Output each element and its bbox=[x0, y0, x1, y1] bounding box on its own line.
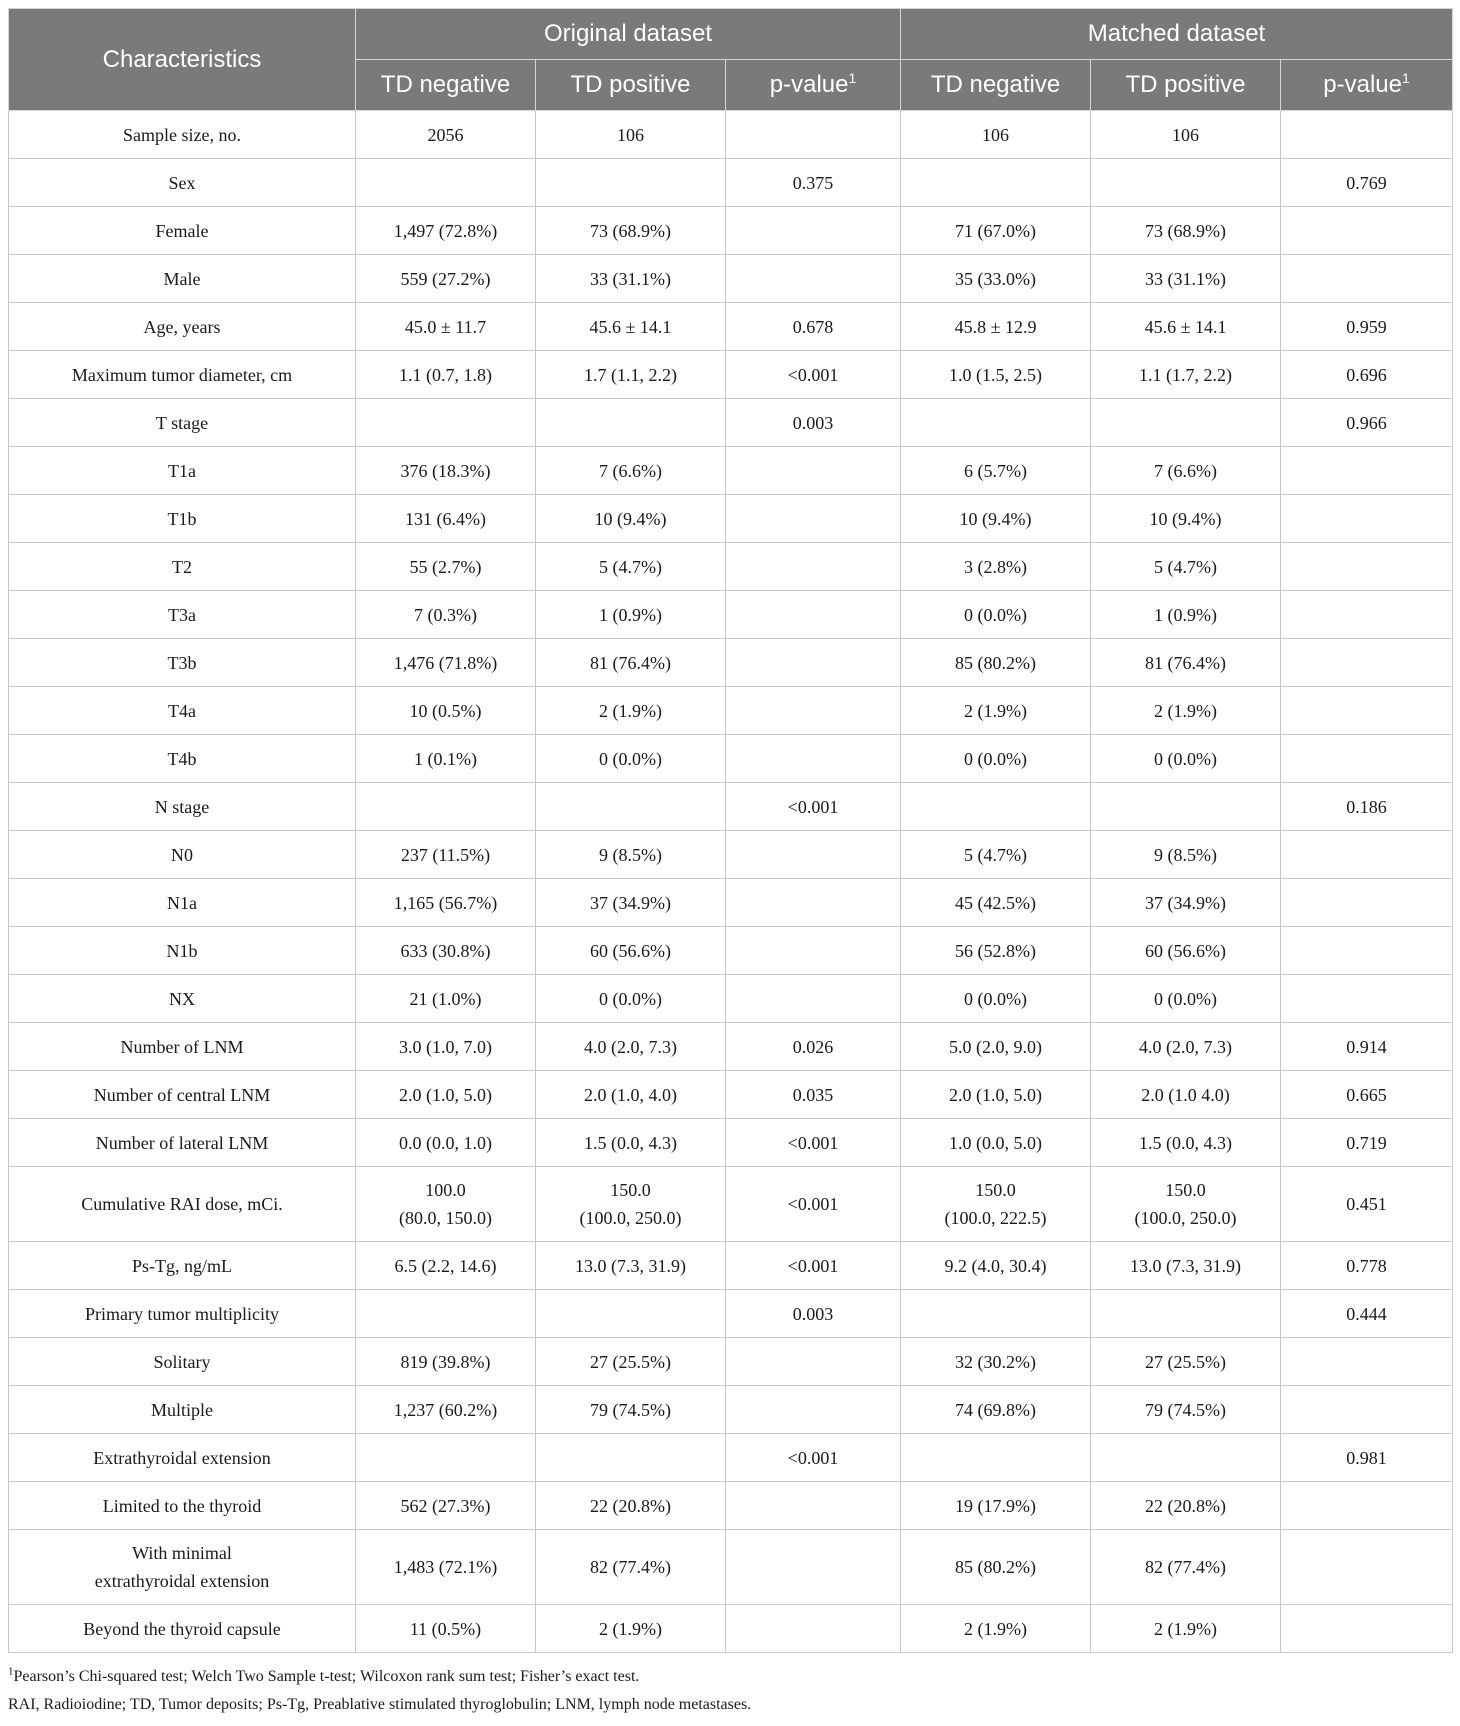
cell-matched-td-negative: 5.0 (2.0, 9.0) bbox=[901, 1023, 1091, 1071]
cell-matched-td-positive: 33 (31.1%) bbox=[1091, 255, 1281, 303]
cell-matched-td-negative: 106 bbox=[901, 111, 1091, 159]
cell-original-td-negative bbox=[356, 399, 536, 447]
table-row bbox=[9, 1242, 1453, 1290]
cell-original-td-positive: 0 (0.0%) bbox=[536, 735, 726, 783]
header-original-td-positive: TD positive bbox=[536, 60, 726, 111]
cell-original-td-negative: 2.0 (1.0, 5.0) bbox=[356, 1071, 536, 1119]
cell-original-td-negative: 1,237 (60.2%) bbox=[356, 1386, 536, 1434]
cell-matched-td-positive: 150.0 (100.0, 250.0) bbox=[1091, 1167, 1281, 1242]
cell-matched-td-positive: 45.6 ± 14.1 bbox=[1091, 303, 1281, 351]
cell-original-td-positive: 5 (4.7%) bbox=[536, 543, 726, 591]
cell-original-pvalue bbox=[726, 687, 901, 735]
cell-characteristic: Beyond the thyroid capsule bbox=[9, 1605, 356, 1653]
cell-original-pvalue bbox=[726, 1605, 901, 1653]
cell-matched-td-positive bbox=[1091, 1434, 1281, 1482]
cell-characteristic: N1b bbox=[9, 927, 356, 975]
cell-matched-td-negative: 0 (0.0%) bbox=[901, 735, 1091, 783]
cell-matched-pvalue: 0.959 bbox=[1281, 303, 1453, 351]
cell-original-td-negative: 819 (39.8%) bbox=[356, 1338, 536, 1386]
cell-matched-pvalue: 0.778 bbox=[1281, 1242, 1453, 1290]
cell-matched-td-negative: 45.8 ± 12.9 bbox=[901, 303, 1091, 351]
cell-characteristic: Number of lateral LNM bbox=[9, 1119, 356, 1167]
cell-original-pvalue: 0.678 bbox=[726, 303, 901, 351]
header-original-dataset: Original dataset bbox=[356, 9, 901, 60]
table-row bbox=[9, 1605, 1453, 1653]
footnote-abbreviations: RAI, Radioiodine; TD, Tumor deposits; Ps-Tg, Preablative stimulated thyroglobulin; LNM, lymph node metastases. bbox=[8, 1696, 752, 1713]
pvalue-footnote-marker: 1 bbox=[848, 70, 857, 86]
header-matched-td-negative: TD negative bbox=[901, 60, 1091, 111]
cell-matched-pvalue bbox=[1281, 927, 1453, 975]
cell-original-td-negative bbox=[356, 1434, 536, 1482]
cell-original-td-negative: 45.0 ± 11.7 bbox=[356, 303, 536, 351]
cell-matched-td-positive: 13.0 (7.3, 31.9) bbox=[1091, 1242, 1281, 1290]
cell-matched-td-negative: 0 (0.0%) bbox=[901, 591, 1091, 639]
table-row bbox=[9, 111, 1453, 159]
cell-matched-td-positive bbox=[1091, 1290, 1281, 1338]
table-row bbox=[9, 1071, 1453, 1119]
cell-original-td-negative: 376 (18.3%) bbox=[356, 447, 536, 495]
table-row bbox=[9, 1386, 1453, 1434]
table-row bbox=[9, 495, 1453, 543]
cell-matched-td-positive bbox=[1091, 399, 1281, 447]
cell-original-td-positive bbox=[536, 1434, 726, 1482]
cell-original-td-negative: 237 (11.5%) bbox=[356, 831, 536, 879]
cell-characteristic: Number of LNM bbox=[9, 1023, 356, 1071]
table-header bbox=[9, 9, 1453, 111]
cell-original-pvalue bbox=[726, 1482, 901, 1530]
cell-matched-td-positive: 1.1 (1.7, 2.2) bbox=[1091, 351, 1281, 399]
cell-original-td-negative: 11 (0.5%) bbox=[356, 1605, 536, 1653]
cell-original-td-negative bbox=[356, 159, 536, 207]
cell-original-td-positive: 79 (74.5%) bbox=[536, 1386, 726, 1434]
table-body bbox=[9, 111, 1453, 1653]
cell-original-pvalue: 0.375 bbox=[726, 159, 901, 207]
cell-original-td-positive bbox=[536, 783, 726, 831]
cell-matched-td-negative: 85 (80.2%) bbox=[901, 639, 1091, 687]
cell-original-pvalue: 0.003 bbox=[726, 399, 901, 447]
cell-original-td-negative: 0.0 (0.0, 1.0) bbox=[356, 1119, 536, 1167]
cell-original-pvalue bbox=[726, 255, 901, 303]
cell-original-td-positive bbox=[536, 399, 726, 447]
cell-original-pvalue bbox=[726, 735, 901, 783]
cell-matched-td-negative: 3 (2.8%) bbox=[901, 543, 1091, 591]
cell-characteristic: Cumulative RAI dose, mCi. bbox=[9, 1167, 356, 1242]
cell-characteristic: T4a bbox=[9, 687, 356, 735]
cell-matched-td-negative: 2 (1.9%) bbox=[901, 687, 1091, 735]
table-container bbox=[8, 8, 1452, 1719]
cell-original-td-positive: 106 bbox=[536, 111, 726, 159]
cell-matched-td-positive: 7 (6.6%) bbox=[1091, 447, 1281, 495]
cell-matched-td-negative: 45 (42.5%) bbox=[901, 879, 1091, 927]
cell-characteristic: Limited to the thyroid bbox=[9, 1482, 356, 1530]
cell-characteristic: T3a bbox=[9, 591, 356, 639]
header-matched-td-positive: TD positive bbox=[1091, 60, 1281, 111]
table-row bbox=[9, 255, 1453, 303]
table-row bbox=[9, 1482, 1453, 1530]
cell-matched-pvalue: 0.914 bbox=[1281, 1023, 1453, 1071]
cell-characteristic: T3b bbox=[9, 639, 356, 687]
cell-original-td-positive: 73 (68.9%) bbox=[536, 207, 726, 255]
cell-characteristic: Sex bbox=[9, 159, 356, 207]
cell-characteristic: N1a bbox=[9, 879, 356, 927]
cell-original-pvalue bbox=[726, 975, 901, 1023]
cell-matched-pvalue bbox=[1281, 111, 1453, 159]
header-matched-pvalue bbox=[1281, 60, 1453, 111]
cell-original-pvalue bbox=[726, 447, 901, 495]
cell-original-pvalue: 0.026 bbox=[726, 1023, 901, 1071]
cell-matched-td-positive bbox=[1091, 159, 1281, 207]
cell-matched-td-negative: 2 (1.9%) bbox=[901, 1605, 1091, 1653]
cell-original-td-negative: 1,476 (71.8%) bbox=[356, 639, 536, 687]
cell-original-td-positive: 150.0 (100.0, 250.0) bbox=[536, 1167, 726, 1242]
cell-characteristic: N stage bbox=[9, 783, 356, 831]
cell-original-td-positive: 82 (77.4%) bbox=[536, 1530, 726, 1605]
cell-matched-td-positive: 2 (1.9%) bbox=[1091, 687, 1281, 735]
cell-matched-td-positive bbox=[1091, 783, 1281, 831]
cell-matched-td-negative: 74 (69.8%) bbox=[901, 1386, 1091, 1434]
cell-original-pvalue bbox=[726, 207, 901, 255]
cell-original-td-negative: 1,497 (72.8%) bbox=[356, 207, 536, 255]
cell-characteristic: T1b bbox=[9, 495, 356, 543]
cell-original-td-positive: 1.7 (1.1, 2.2) bbox=[536, 351, 726, 399]
cell-matched-td-positive: 1 (0.9%) bbox=[1091, 591, 1281, 639]
cell-matched-td-positive: 22 (20.8%) bbox=[1091, 1482, 1281, 1530]
cell-characteristic: With minimal extrathyroidal extension bbox=[9, 1530, 356, 1605]
cell-original-td-positive bbox=[536, 159, 726, 207]
table-row bbox=[9, 1530, 1453, 1605]
cell-original-td-negative: 2056 bbox=[356, 111, 536, 159]
cell-original-td-negative: 100.0 (80.0, 150.0) bbox=[356, 1167, 536, 1242]
cell-matched-td-negative bbox=[901, 159, 1091, 207]
cell-original-td-negative: 10 (0.5%) bbox=[356, 687, 536, 735]
cell-original-td-negative: 3.0 (1.0, 7.0) bbox=[356, 1023, 536, 1071]
cell-matched-td-positive: 1.5 (0.0, 4.3) bbox=[1091, 1119, 1281, 1167]
cell-original-td-positive: 22 (20.8%) bbox=[536, 1482, 726, 1530]
cell-matched-pvalue bbox=[1281, 1338, 1453, 1386]
cell-matched-td-negative: 19 (17.9%) bbox=[901, 1482, 1091, 1530]
cell-original-td-positive: 2.0 (1.0, 4.0) bbox=[536, 1071, 726, 1119]
cell-original-td-positive: 27 (25.5%) bbox=[536, 1338, 726, 1386]
cell-matched-td-negative: 85 (80.2%) bbox=[901, 1530, 1091, 1605]
cell-matched-td-negative bbox=[901, 1290, 1091, 1338]
table-row bbox=[9, 639, 1453, 687]
cell-original-pvalue bbox=[726, 879, 901, 927]
cell-original-td-negative bbox=[356, 1290, 536, 1338]
header-original-pvalue bbox=[726, 60, 901, 111]
table-row bbox=[9, 351, 1453, 399]
cell-matched-td-negative bbox=[901, 1434, 1091, 1482]
cell-characteristic: NX bbox=[9, 975, 356, 1023]
cell-matched-pvalue bbox=[1281, 495, 1453, 543]
cell-characteristic: Age, years bbox=[9, 303, 356, 351]
cell-original-pvalue bbox=[726, 1386, 901, 1434]
cell-original-td-positive bbox=[536, 1290, 726, 1338]
table-row bbox=[9, 159, 1453, 207]
cell-matched-td-positive: 73 (68.9%) bbox=[1091, 207, 1281, 255]
cell-original-pvalue bbox=[726, 111, 901, 159]
cell-matched-td-negative: 9.2 (4.0, 30.4) bbox=[901, 1242, 1091, 1290]
table-row bbox=[9, 303, 1453, 351]
cell-matched-pvalue: 0.769 bbox=[1281, 159, 1453, 207]
cell-matched-pvalue bbox=[1281, 207, 1453, 255]
cell-original-td-negative: 1 (0.1%) bbox=[356, 735, 536, 783]
cell-matched-td-positive: 10 (9.4%) bbox=[1091, 495, 1281, 543]
cell-matched-td-negative: 71 (67.0%) bbox=[901, 207, 1091, 255]
characteristics-table bbox=[8, 8, 1453, 1653]
cell-matched-pvalue bbox=[1281, 1482, 1453, 1530]
cell-original-td-positive: 2 (1.9%) bbox=[536, 1605, 726, 1653]
cell-characteristic: Primary tumor multiplicity bbox=[9, 1290, 356, 1338]
cell-characteristic: Ps-Tg, ng/mL bbox=[9, 1242, 356, 1290]
cell-characteristic: T1a bbox=[9, 447, 356, 495]
cell-original-td-positive: 33 (31.1%) bbox=[536, 255, 726, 303]
cell-matched-td-negative bbox=[901, 399, 1091, 447]
cell-characteristic: T2 bbox=[9, 543, 356, 591]
cell-characteristic: N0 bbox=[9, 831, 356, 879]
cell-matched-td-positive: 2 (1.9%) bbox=[1091, 1605, 1281, 1653]
table-row bbox=[9, 1119, 1453, 1167]
pvalue-label: p-value bbox=[769, 71, 849, 98]
cell-original-td-negative: 6.5 (2.2, 14.6) bbox=[356, 1242, 536, 1290]
cell-original-td-positive: 4.0 (2.0, 7.3) bbox=[536, 1023, 726, 1071]
cell-characteristic: Maximum tumor diameter, cm bbox=[9, 351, 356, 399]
cell-original-pvalue bbox=[726, 495, 901, 543]
cell-matched-pvalue bbox=[1281, 1386, 1453, 1434]
cell-original-td-positive: 1.5 (0.0, 4.3) bbox=[536, 1119, 726, 1167]
cell-matched-pvalue bbox=[1281, 447, 1453, 495]
cell-original-td-negative: 1.1 (0.7, 1.8) bbox=[356, 351, 536, 399]
cell-original-td-positive: 0 (0.0%) bbox=[536, 975, 726, 1023]
table-row bbox=[9, 687, 1453, 735]
header-original-td-negative: TD negative bbox=[356, 60, 536, 111]
cell-matched-pvalue bbox=[1281, 879, 1453, 927]
cell-original-td-positive: 37 (34.9%) bbox=[536, 879, 726, 927]
cell-matched-td-positive: 0 (0.0%) bbox=[1091, 735, 1281, 783]
cell-original-td-negative: 131 (6.4%) bbox=[356, 495, 536, 543]
footnote-tests-text: Pearson’s Chi-squared test; Welch Two Sample t-test; Wilcoxon rank sum test; Fisher’s exact test. bbox=[13, 1668, 640, 1685]
table-row bbox=[9, 1167, 1453, 1242]
cell-characteristic: T stage bbox=[9, 399, 356, 447]
cell-matched-td-negative: 1.0 (0.0, 5.0) bbox=[901, 1119, 1091, 1167]
header-characteristics: Characteristics bbox=[9, 9, 356, 111]
cell-original-pvalue: <0.001 bbox=[726, 1434, 901, 1482]
cell-matched-td-negative bbox=[901, 783, 1091, 831]
cell-matched-pvalue: 0.696 bbox=[1281, 351, 1453, 399]
cell-original-td-negative: 7 (0.3%) bbox=[356, 591, 536, 639]
cell-matched-td-positive: 60 (56.6%) bbox=[1091, 927, 1281, 975]
cell-original-td-negative: 559 (27.2%) bbox=[356, 255, 536, 303]
cell-matched-pvalue bbox=[1281, 591, 1453, 639]
cell-matched-pvalue: 0.966 bbox=[1281, 399, 1453, 447]
cell-original-pvalue: <0.001 bbox=[726, 783, 901, 831]
pvalue-footnote-marker: 1 bbox=[1401, 70, 1410, 86]
cell-original-pvalue: 0.003 bbox=[726, 1290, 901, 1338]
cell-matched-pvalue bbox=[1281, 1530, 1453, 1605]
cell-characteristic: Number of central LNM bbox=[9, 1071, 356, 1119]
cell-matched-td-positive: 5 (4.7%) bbox=[1091, 543, 1281, 591]
cell-characteristic: Sample size, no. bbox=[9, 111, 356, 159]
cell-original-pvalue bbox=[726, 927, 901, 975]
cell-matched-pvalue bbox=[1281, 1605, 1453, 1653]
cell-original-pvalue bbox=[726, 1338, 901, 1386]
cell-matched-td-negative: 10 (9.4%) bbox=[901, 495, 1091, 543]
table-row bbox=[9, 591, 1453, 639]
cell-original-td-positive: 1 (0.9%) bbox=[536, 591, 726, 639]
cell-matched-td-positive: 106 bbox=[1091, 111, 1281, 159]
cell-original-td-positive: 45.6 ± 14.1 bbox=[536, 303, 726, 351]
cell-matched-pvalue: 0.719 bbox=[1281, 1119, 1453, 1167]
cell-original-td-positive: 81 (76.4%) bbox=[536, 639, 726, 687]
cell-original-pvalue bbox=[726, 543, 901, 591]
table-row bbox=[9, 1290, 1453, 1338]
table-footnotes bbox=[8, 1663, 1452, 1719]
cell-matched-td-negative: 32 (30.2%) bbox=[901, 1338, 1091, 1386]
cell-matched-pvalue bbox=[1281, 975, 1453, 1023]
cell-matched-pvalue: 0.444 bbox=[1281, 1290, 1453, 1338]
table-row bbox=[9, 447, 1453, 495]
table-row bbox=[9, 975, 1453, 1023]
cell-matched-td-positive: 27 (25.5%) bbox=[1091, 1338, 1281, 1386]
cell-original-td-positive: 9 (8.5%) bbox=[536, 831, 726, 879]
cell-original-td-positive: 2 (1.9%) bbox=[536, 687, 726, 735]
cell-matched-pvalue bbox=[1281, 639, 1453, 687]
table-row bbox=[9, 543, 1453, 591]
cell-original-td-negative: 562 (27.3%) bbox=[356, 1482, 536, 1530]
table-row bbox=[9, 927, 1453, 975]
cell-characteristic: Solitary bbox=[9, 1338, 356, 1386]
cell-original-pvalue: 0.035 bbox=[726, 1071, 901, 1119]
cell-matched-td-negative: 0 (0.0%) bbox=[901, 975, 1091, 1023]
cell-characteristic: Extrathyroidal extension bbox=[9, 1434, 356, 1482]
cell-matched-pvalue bbox=[1281, 735, 1453, 783]
cell-matched-td-negative: 150.0 (100.0, 222.5) bbox=[901, 1167, 1091, 1242]
cell-original-td-negative: 55 (2.7%) bbox=[356, 543, 536, 591]
cell-characteristic: T4b bbox=[9, 735, 356, 783]
header-matched-dataset: Matched dataset bbox=[901, 9, 1453, 60]
cell-matched-pvalue: 0.451 bbox=[1281, 1167, 1453, 1242]
cell-original-pvalue: <0.001 bbox=[726, 1242, 901, 1290]
cell-original-pvalue bbox=[726, 831, 901, 879]
cell-original-td-positive: 7 (6.6%) bbox=[536, 447, 726, 495]
cell-matched-td-positive: 2.0 (1.0 4.0) bbox=[1091, 1071, 1281, 1119]
table-row bbox=[9, 735, 1453, 783]
cell-matched-td-negative: 2.0 (1.0, 5.0) bbox=[901, 1071, 1091, 1119]
cell-matched-td-positive: 4.0 (2.0, 7.3) bbox=[1091, 1023, 1281, 1071]
cell-matched-pvalue bbox=[1281, 543, 1453, 591]
table-row bbox=[9, 1434, 1453, 1482]
cell-matched-pvalue bbox=[1281, 831, 1453, 879]
cell-characteristic: Multiple bbox=[9, 1386, 356, 1434]
table-row bbox=[9, 879, 1453, 927]
cell-original-pvalue: <0.001 bbox=[726, 351, 901, 399]
cell-original-td-negative: 633 (30.8%) bbox=[356, 927, 536, 975]
table-row bbox=[9, 207, 1453, 255]
cell-matched-td-negative: 1.0 (1.5, 2.5) bbox=[901, 351, 1091, 399]
cell-matched-pvalue: 0.981 bbox=[1281, 1434, 1453, 1482]
cell-matched-td-positive: 0 (0.0%) bbox=[1091, 975, 1281, 1023]
cell-matched-td-positive: 82 (77.4%) bbox=[1091, 1530, 1281, 1605]
cell-original-td-positive: 10 (9.4%) bbox=[536, 495, 726, 543]
table-row bbox=[9, 1023, 1453, 1071]
pvalue-label: p-value bbox=[1323, 71, 1402, 98]
cell-matched-td-negative: 5 (4.7%) bbox=[901, 831, 1091, 879]
cell-matched-td-positive: 81 (76.4%) bbox=[1091, 639, 1281, 687]
cell-matched-td-negative: 35 (33.0%) bbox=[901, 255, 1091, 303]
cell-matched-td-negative: 56 (52.8%) bbox=[901, 927, 1091, 975]
cell-matched-pvalue bbox=[1281, 687, 1453, 735]
cell-characteristic: Female bbox=[9, 207, 356, 255]
cell-original-pvalue: <0.001 bbox=[726, 1167, 901, 1242]
cell-original-td-negative: 1,483 (72.1%) bbox=[356, 1530, 536, 1605]
table-row bbox=[9, 399, 1453, 447]
cell-characteristic: Male bbox=[9, 255, 356, 303]
cell-original-td-positive: 13.0 (7.3, 31.9) bbox=[536, 1242, 726, 1290]
cell-matched-td-positive: 9 (8.5%) bbox=[1091, 831, 1281, 879]
cell-original-td-positive: 60 (56.6%) bbox=[536, 927, 726, 975]
cell-original-td-negative bbox=[356, 783, 536, 831]
table-row bbox=[9, 1338, 1453, 1386]
cell-original-td-negative: 21 (1.0%) bbox=[356, 975, 536, 1023]
cell-matched-pvalue: 0.186 bbox=[1281, 783, 1453, 831]
table-row bbox=[9, 783, 1453, 831]
cell-matched-td-negative: 6 (5.7%) bbox=[901, 447, 1091, 495]
cell-matched-td-positive: 79 (74.5%) bbox=[1091, 1386, 1281, 1434]
cell-matched-pvalue bbox=[1281, 255, 1453, 303]
cell-original-td-negative: 1,165 (56.7%) bbox=[356, 879, 536, 927]
cell-matched-td-positive: 37 (34.9%) bbox=[1091, 879, 1281, 927]
cell-matched-pvalue: 0.665 bbox=[1281, 1071, 1453, 1119]
cell-original-pvalue bbox=[726, 591, 901, 639]
table-row bbox=[9, 831, 1453, 879]
footnote-marker: 1 bbox=[8, 1665, 14, 1678]
cell-original-pvalue: <0.001 bbox=[726, 1119, 901, 1167]
cell-original-pvalue bbox=[726, 1530, 901, 1605]
cell-original-pvalue bbox=[726, 639, 901, 687]
footnote-tests bbox=[8, 1663, 1452, 1691]
